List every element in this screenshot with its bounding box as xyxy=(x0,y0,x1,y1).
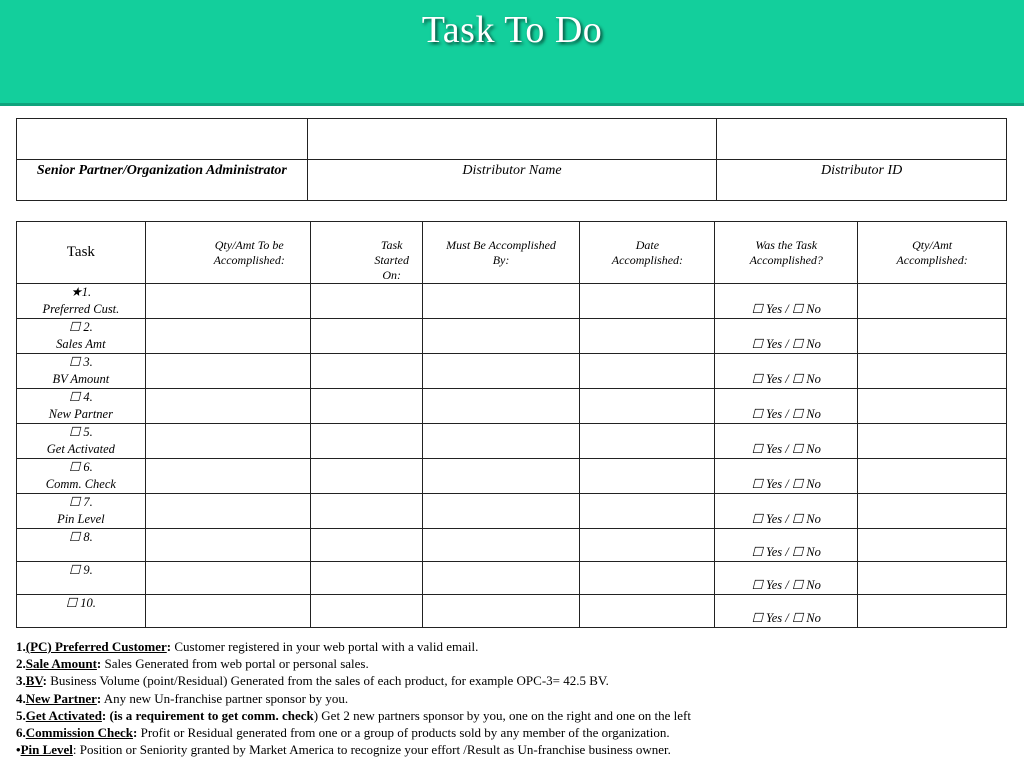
task-accomplished-choice[interactable] xyxy=(715,459,858,494)
table-row xyxy=(17,284,1007,319)
legend-line xyxy=(16,690,1016,707)
legend-line xyxy=(16,707,1016,724)
legend-term: New Partner xyxy=(25,690,97,706)
legend-text: Customer registered in your web portal with a valid email. xyxy=(171,639,479,654)
table-row xyxy=(17,562,1007,595)
entry-cell[interactable] xyxy=(422,459,580,494)
task-name: Sales Amt xyxy=(56,337,106,351)
legend-colon: : xyxy=(133,725,138,741)
legend-line xyxy=(16,638,1016,655)
task-accomplished-choice[interactable] xyxy=(715,529,858,562)
qty-accomplished-cell[interactable] xyxy=(858,562,1007,595)
entry-cell[interactable] xyxy=(422,595,580,628)
task-name-cell[interactable] xyxy=(17,354,146,389)
entry-cell[interactable] xyxy=(310,284,422,319)
qty-accomplished-cell[interactable] xyxy=(858,529,1007,562)
legend-prefix: • xyxy=(16,742,21,758)
header-task: Task xyxy=(17,222,146,284)
distributor-name-entry-cell[interactable] xyxy=(307,119,717,160)
task-name-cell[interactable] xyxy=(17,562,146,595)
header-qty xyxy=(145,222,310,284)
task-number: ☐ 6. xyxy=(69,460,93,474)
entry-cell[interactable] xyxy=(422,319,580,354)
entry-cell[interactable] xyxy=(145,284,310,319)
qty-accomplished-cell[interactable] xyxy=(858,354,1007,389)
entry-cell[interactable] xyxy=(145,459,310,494)
task-accomplished-choice[interactable] xyxy=(715,354,858,389)
task-accomplished-choice[interactable] xyxy=(715,319,858,354)
legend-prefix: 2. xyxy=(16,656,26,672)
title-banner xyxy=(0,0,1024,106)
task-number: ☐ 5. xyxy=(69,425,93,439)
yes-no-checkboxes[interactable]: ☐ Yes / ☐ No xyxy=(751,337,821,351)
table-row xyxy=(17,494,1007,529)
entry-cell[interactable] xyxy=(580,284,715,319)
task-name-cell[interactable] xyxy=(17,284,146,319)
task-number: ☐ 7. xyxy=(69,495,93,509)
task-name-cell[interactable] xyxy=(17,389,146,424)
entry-cell[interactable] xyxy=(422,389,580,424)
legend-term: Get Activated xyxy=(25,707,102,723)
table-row xyxy=(17,595,1007,628)
qty-accomplished-cell[interactable] xyxy=(858,459,1007,494)
task-number: ☐ 10. xyxy=(65,596,96,610)
legend-colon: : xyxy=(42,673,47,689)
legend-line xyxy=(16,724,1016,741)
entry-cell[interactable] xyxy=(422,562,580,595)
yes-no-checkboxes[interactable]: ☐ Yes / ☐ No xyxy=(751,545,821,559)
legend-prefix: 1. xyxy=(16,639,26,654)
legend-prefix: 6. xyxy=(16,725,26,741)
task-number: ☐ 4. xyxy=(69,390,93,404)
legend-text: Any new Un-franchise partner sponsor by you. xyxy=(101,690,349,706)
header-must xyxy=(422,222,580,284)
distributor-info-table xyxy=(16,118,1007,201)
task-name: BV Amount xyxy=(52,372,110,386)
legend-term: Pin Level xyxy=(20,742,73,758)
task-name: New Partner xyxy=(48,407,113,421)
legend-term: (PC) Preferred Customer xyxy=(25,639,167,654)
entry-cell[interactable] xyxy=(422,284,580,319)
task-name: Preferred Cust. xyxy=(42,302,120,316)
legend-term: Commission Check xyxy=(25,725,134,741)
entry-cell[interactable] xyxy=(422,424,580,459)
task-number: ☐ 2. xyxy=(69,320,93,334)
table-row xyxy=(17,389,1007,424)
entry-cell[interactable] xyxy=(310,424,422,459)
task-accomplished-choice[interactable] xyxy=(715,595,858,628)
task-accomplished-choice[interactable] xyxy=(715,562,858,595)
admin-entry-cell[interactable] xyxy=(17,119,308,160)
legend-prefix: 3. xyxy=(16,673,26,689)
header-was xyxy=(715,222,858,284)
table-row xyxy=(17,529,1007,562)
header-must-text: Must Be Accomplished By: xyxy=(446,238,556,267)
task-accomplished-choice[interactable] xyxy=(715,389,858,424)
entry-cell[interactable] xyxy=(310,459,422,494)
task-name-cell[interactable] xyxy=(17,529,146,562)
distributor-name-label: Distributor Name xyxy=(307,160,717,201)
header-was-text: Was the Task Accomplished? xyxy=(749,238,823,267)
entry-cell[interactable] xyxy=(145,529,310,562)
header-date xyxy=(580,222,715,284)
header-started-text: Task Started On: xyxy=(374,238,409,282)
task-accomplished-choice[interactable] xyxy=(715,494,858,529)
legend-prefix: 5. xyxy=(16,707,26,723)
task-accomplished-choice[interactable] xyxy=(715,424,858,459)
yes-no-checkboxes[interactable]: ☐ Yes / ☐ No xyxy=(751,512,821,526)
legend-colon: : xyxy=(166,639,172,654)
admin-label: Senior Partner/Organization Administrator xyxy=(17,160,308,201)
legend-term: BV xyxy=(25,673,43,689)
yes-no-checkboxes[interactable]: ☐ Yes / ☐ No xyxy=(751,611,821,625)
entry-cell[interactable] xyxy=(580,494,715,529)
task-number: ★1. xyxy=(70,285,92,299)
entry-cell[interactable] xyxy=(580,562,715,595)
task-number: ☐ 8. xyxy=(69,530,93,544)
task-name-cell[interactable] xyxy=(17,459,146,494)
legend-text: Business Volume (point/Residual) Generated from the sales of each product, for example OPC-3= 42.5 BV. xyxy=(46,673,609,689)
entry-cell[interactable] xyxy=(422,529,580,562)
table-row xyxy=(17,424,1007,459)
task-name-cell[interactable] xyxy=(17,494,146,529)
yes-no-checkboxes[interactable]: ☐ Yes / ☐ No xyxy=(751,442,821,456)
entry-cell[interactable] xyxy=(310,319,422,354)
task-name-cell[interactable] xyxy=(17,595,146,628)
legend-line xyxy=(16,672,1016,689)
task-name: Comm. Check xyxy=(45,477,116,491)
entry-cell[interactable] xyxy=(145,389,310,424)
table-row xyxy=(17,319,1007,354)
legend-text: ) Get 2 new partners sponsor by you, one on the right and one on the left xyxy=(313,707,691,723)
entry-cell[interactable] xyxy=(580,319,715,354)
entry-cell[interactable] xyxy=(580,354,715,389)
header-qty-acc-text: Qty/Amt Accomplished: xyxy=(896,238,968,267)
legend-text: Profit or Residual generated from one or a group of products sold by any member of the organization. xyxy=(137,725,670,741)
entry-cell[interactable] xyxy=(422,494,580,529)
task-name-cell[interactable] xyxy=(17,424,146,459)
distributor-id-entry-cell[interactable] xyxy=(717,119,1007,160)
entry-cell[interactable] xyxy=(310,494,422,529)
header-started xyxy=(310,222,422,284)
yes-no-checkboxes[interactable]: ☐ Yes / ☐ No xyxy=(751,407,821,421)
definitions-legend xyxy=(16,638,1016,758)
task-name: Pin Level xyxy=(57,512,105,526)
entry-cell[interactable] xyxy=(580,529,715,562)
header-qty-text: Qty/Amt To be Accomplished: xyxy=(213,238,285,267)
yes-no-checkboxes[interactable]: ☐ Yes / ☐ No xyxy=(751,302,821,316)
distributor-id-label: Distributor ID xyxy=(717,160,1007,201)
entry-cell[interactable] xyxy=(580,459,715,494)
legend-text: Sales Generated from web portal or personal sales. xyxy=(101,656,369,672)
entry-cell[interactable] xyxy=(145,562,310,595)
table-row xyxy=(17,354,1007,389)
qty-accomplished-cell[interactable] xyxy=(858,494,1007,529)
entry-cell[interactable] xyxy=(145,319,310,354)
qty-accomplished-cell[interactable] xyxy=(858,424,1007,459)
header-qty-acc xyxy=(858,222,1007,284)
entry-cell[interactable] xyxy=(310,389,422,424)
legend-line xyxy=(16,741,1016,758)
qty-accomplished-cell[interactable] xyxy=(858,595,1007,628)
header-date-text: Date Accomplished: xyxy=(611,238,684,267)
task-accomplished-choice[interactable] xyxy=(715,284,858,319)
legend-colon: : xyxy=(96,656,102,672)
legend-colon: : (is a requirement to get comm. check xyxy=(101,707,314,723)
entry-cell[interactable] xyxy=(310,354,422,389)
task-name: Get Activated xyxy=(46,442,115,456)
entry-cell[interactable] xyxy=(145,494,310,529)
legend-line xyxy=(16,655,1016,672)
entry-cell[interactable] xyxy=(310,562,422,595)
legend-text: : Position or Seniority granted by Market America to recognize your effort /Result as Un-franchise business owner. xyxy=(72,742,671,758)
legend-prefix: 4. xyxy=(16,690,26,706)
qty-accomplished-cell[interactable] xyxy=(858,389,1007,424)
entry-cell[interactable] xyxy=(145,595,310,628)
yes-no-checkboxes[interactable]: ☐ Yes / ☐ No xyxy=(751,578,821,592)
task-number: ☐ 3. xyxy=(69,355,93,369)
qty-accomplished-cell[interactable] xyxy=(858,319,1007,354)
entry-cell[interactable] xyxy=(310,529,422,562)
entry-cell[interactable] xyxy=(580,595,715,628)
qty-accomplished-cell[interactable] xyxy=(858,284,1007,319)
task-name-cell[interactable] xyxy=(17,319,146,354)
yes-no-checkboxes[interactable]: ☐ Yes / ☐ No xyxy=(751,372,821,386)
entry-cell[interactable] xyxy=(422,354,580,389)
entry-cell[interactable] xyxy=(145,354,310,389)
legend-colon: : xyxy=(96,690,102,706)
page-title: Task To Do xyxy=(421,9,603,51)
entry-cell[interactable] xyxy=(145,424,310,459)
table-row xyxy=(17,459,1007,494)
entry-cell[interactable] xyxy=(310,595,422,628)
entry-cell[interactable] xyxy=(580,424,715,459)
yes-no-checkboxes[interactable]: ☐ Yes / ☐ No xyxy=(751,477,821,491)
legend-term: Sale Amount xyxy=(25,656,97,672)
entry-cell[interactable] xyxy=(580,389,715,424)
task-number: ☐ 9. xyxy=(69,563,93,577)
task-table xyxy=(16,221,1007,628)
